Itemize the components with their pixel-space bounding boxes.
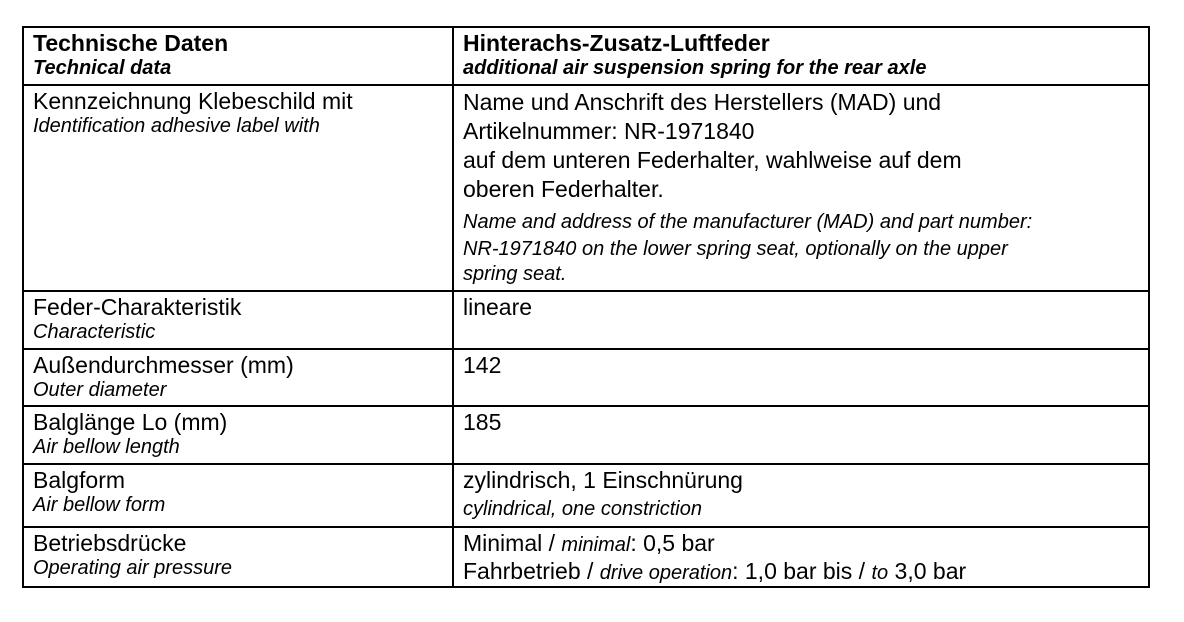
label-cell [23,349,453,406]
header-left-en: Technical data [33,57,172,79]
header-right-cell [453,27,1149,85]
label-en: Air bellow length [33,436,180,458]
table-row [23,406,1149,464]
label-de: Kennzeichnung Klebeschild mit [33,88,353,114]
header-right-en: additional air suspension spring for the rear axle [463,57,927,79]
separator: / [542,530,562,556]
pressure-min-value: : 0,5 bar [630,530,715,556]
header-right-de: Hinterachs-Zusatz-Luftfeder [463,30,770,56]
label-de: Außendurchmesser (mm) [33,352,294,378]
pressure-drive-en: drive operation [599,562,733,584]
value-en-line: spring seat. [463,263,567,285]
value-cell [453,464,1149,527]
label-de: Feder-Charakteristik [33,294,242,320]
label-de: Balglänge Lo (mm) [33,409,228,435]
value-de-line: Artikelnummer: NR-1971840 [463,118,755,144]
pressure-to-en: to [871,562,889,584]
pressure-line-minimal [463,530,1140,558]
value-cell [453,85,1149,291]
value-text: 185 [463,409,502,435]
label-en: Outer diameter [33,379,167,401]
table-row [23,464,1149,527]
label-cell [23,85,453,291]
value-cell [453,291,1149,349]
separator: / [852,558,872,584]
pressure-drive-value: : 1,0 bar bis [732,558,853,584]
value-de-line: auf dem unteren Federhalter, wahlweise auf dem [463,147,962,173]
header-left-de: Technische Daten [33,30,229,56]
value-text: 142 [463,352,502,378]
header-left-cell [23,27,453,85]
value-en-line: Name and address of the manufacturer (MAD) and part number: [463,211,1033,233]
label-de: Balgform [33,467,126,493]
value-de-line: Name und Anschrift des Herstellers (MAD) und [463,89,942,115]
pressure-drive-max: 3,0 bar [888,558,967,584]
label-cell [23,527,453,587]
table-row [23,349,1149,406]
label-cell [23,464,453,527]
label-cell [23,406,453,464]
table-row [23,85,1149,291]
value-cell [453,406,1149,464]
label-cell [23,291,453,349]
label-en: Air bellow form [33,494,166,516]
table-row [23,527,1149,587]
table-header-row [23,27,1149,85]
value-text: lineare [463,294,533,320]
value-en-line: NR-1971840 on the lower spring seat, optionally on the upper [463,238,1008,260]
value-en: cylindrical, one constriction [463,498,702,520]
label-en: Characteristic [33,321,156,343]
technical-data-table [22,26,1150,588]
pressure-min-de: Minimal [463,530,543,556]
label-de: Betriebsdrücke [33,530,187,556]
separator: / [580,558,600,584]
value-cell [453,527,1149,587]
label-en: Identification adhesive label with [33,115,320,137]
pressure-drive-de: Fahrbetrieb [463,558,581,584]
value-cell [453,349,1149,406]
value-de: zylindrisch, 1 Einschnürung [463,467,743,493]
value-de-line: oberen Federhalter. [463,176,664,202]
table-row [23,291,1149,349]
pressure-min-en: minimal [561,534,631,556]
pressure-line-drive [463,558,1140,586]
label-en: Operating air pressure [33,557,232,579]
